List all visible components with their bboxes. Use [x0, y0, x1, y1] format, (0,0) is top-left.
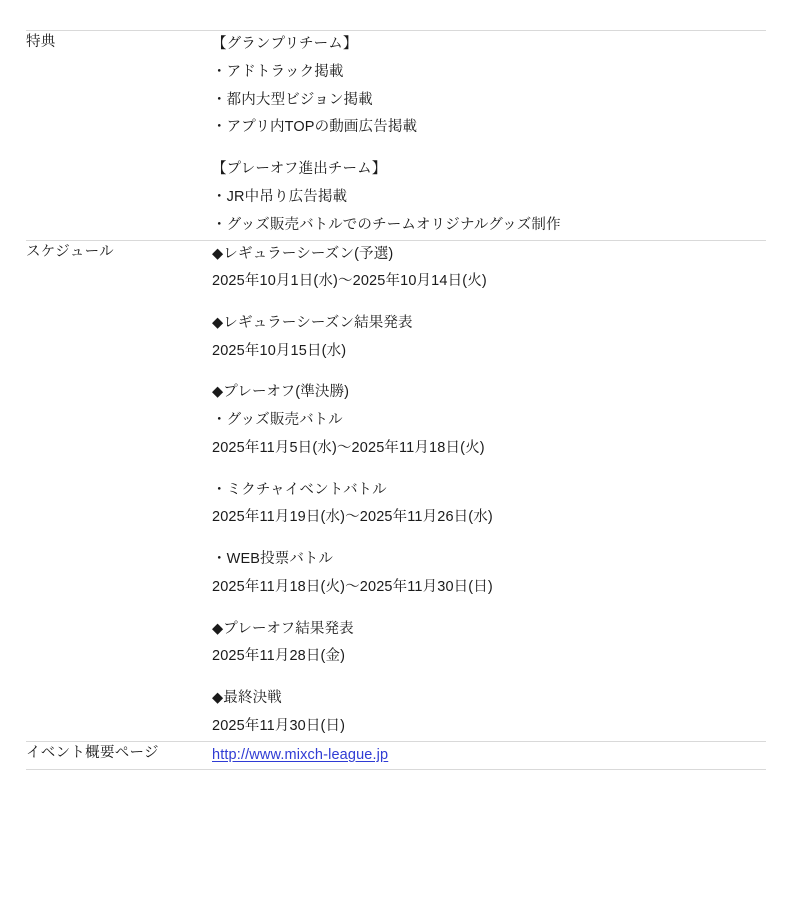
table-body	[26, 31, 766, 770]
text-line: ・都内大型ビジョン掲載	[212, 91, 373, 108]
text-line: ・アプリ内TOPの動画広告掲載	[212, 119, 418, 136]
table-row	[26, 31, 766, 241]
text-line: ◆プレーオフ結果発表	[212, 620, 354, 637]
text-line-blank	[212, 602, 766, 616]
row-value-benefits	[212, 31, 766, 241]
event-overview-link[interactable]: http://www.mixch-league.jp	[212, 746, 389, 763]
table-row	[26, 741, 766, 770]
event-spec-table	[26, 30, 766, 770]
text-line: 【グランプリチーム】	[212, 36, 358, 52]
text-line: 2025年11月19日(水)〜2025年11月26日(水)	[212, 509, 493, 526]
table-row	[26, 240, 766, 741]
text-line: ・グッズ販売バトル	[212, 412, 343, 429]
text-line-blank	[212, 532, 766, 546]
text-line: 2025年11月28日(金)	[212, 648, 346, 665]
text-line-blank	[212, 463, 766, 477]
text-line: 2025年10月1日(水)〜2025年10月14日(火)	[212, 273, 487, 290]
text-line-blank	[212, 671, 766, 685]
row-label-schedule: スケジュール	[26, 240, 212, 741]
text-line: 2025年11月5日(水)〜2025年11月18日(火)	[212, 440, 485, 457]
text-line-blank	[212, 366, 766, 380]
row-label-benefits: 特典	[26, 31, 212, 241]
text-line: 【プレーオフ進出チーム】	[212, 161, 387, 178]
text-line: ・ミクチャイベントバトル	[212, 481, 387, 498]
row-value-schedule	[212, 240, 766, 741]
text-line: ◆最終決戦	[212, 689, 282, 706]
text-line: ・WEB投票バトル	[212, 551, 334, 568]
text-line-blank	[212, 296, 766, 310]
text-line: ・アドトラック掲載	[212, 63, 344, 80]
row-value-event-page	[212, 741, 766, 770]
text-line: ◆プレーオフ(準決勝)	[212, 384, 350, 401]
text-line: 2025年10月15日(水)	[212, 342, 347, 359]
text-line: ・グッズ販売バトルでのチームオリジナルグッズ制作	[212, 216, 561, 233]
text-line: ・JR中吊り広告掲載	[212, 188, 348, 205]
text-line: ◆レギュラーシーズン(予選)	[212, 245, 394, 262]
text-line: 2025年11月30日(日)	[212, 717, 346, 734]
row-label-event-page: イベント概要ページ	[26, 744, 159, 761]
text-line: ◆レギュラーシーズン結果発表	[212, 314, 413, 331]
text-line-blank	[212, 142, 766, 156]
text-line: 2025年11月18日(火)〜2025年11月30日(日)	[212, 578, 493, 595]
